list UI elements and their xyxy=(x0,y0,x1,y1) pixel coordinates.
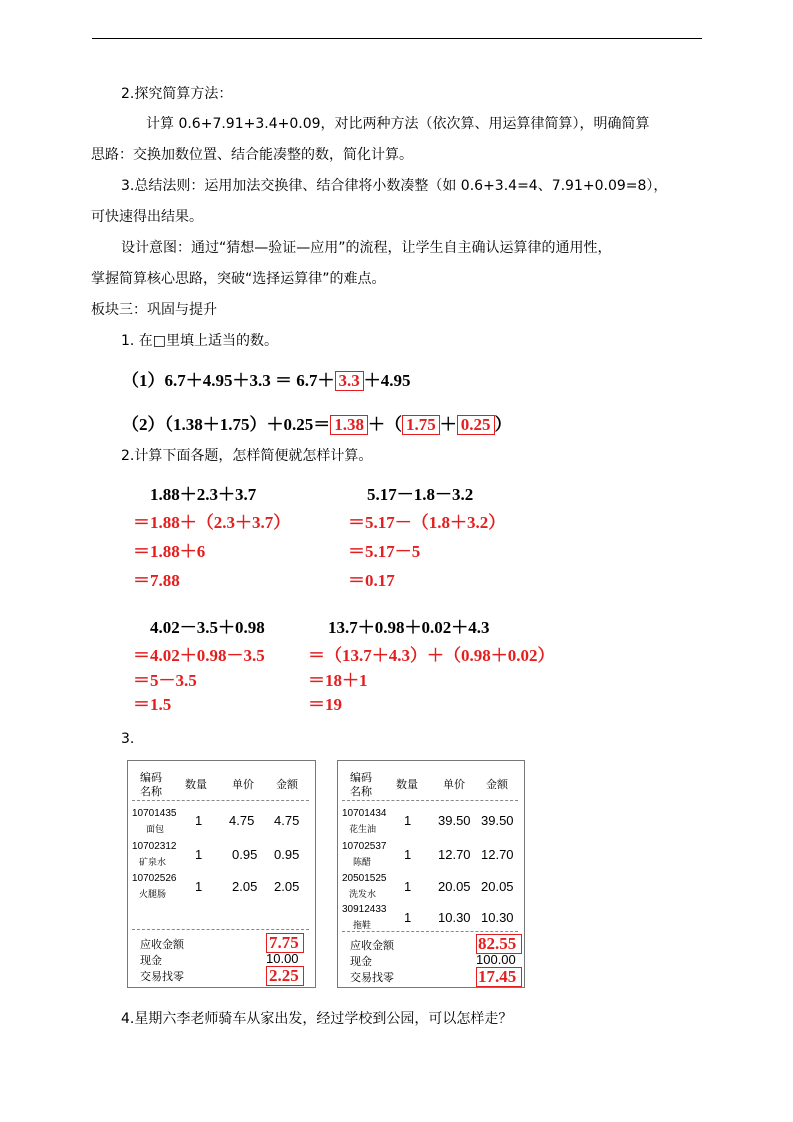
calc2-problem: 5.17－1.8－3.2 xyxy=(367,485,474,504)
receipt2-item1-price: 39.50 xyxy=(438,813,471,828)
receipt2-item2-qty: 1 xyxy=(404,847,412,862)
calc3-problem: 4.02－3.5＋0.98 xyxy=(150,618,265,637)
q1-item1-suffix: ＋4.95 xyxy=(363,371,411,390)
calc4-step2: ＝18＋1 xyxy=(308,671,368,690)
receipt1-item1-code: 10701435 xyxy=(132,808,177,819)
receipt2-header-code: 编码 xyxy=(350,771,372,784)
header-rule xyxy=(92,38,702,39)
receipt2-item4-qty: 1 xyxy=(404,910,412,925)
receipt2-header-amount: 金额 xyxy=(486,778,508,791)
calc1-step1: ＝1.88＋（2.3＋3.7） xyxy=(133,513,291,532)
q1-item2-answer-box3: 0.25 xyxy=(457,415,495,435)
receipt2-cash-value: 100.00 xyxy=(476,952,516,967)
receipt1-item3-price: 2.05 xyxy=(232,879,258,894)
section2-heading: 2.探究简算方法： xyxy=(121,86,233,102)
receipt2-item2-price: 12.70 xyxy=(438,847,471,862)
section3-line2: 可快速得出结果。 xyxy=(91,209,203,225)
receipt2-header-qty: 数量 xyxy=(396,778,418,791)
q1-item2-answer-box1: 1.38 xyxy=(330,415,368,435)
q4-title: 4.星期六李老师骑车从家出发，经过学校到公园，可以怎样走？ xyxy=(121,1011,513,1027)
receipt1-item2-qty: 1 xyxy=(195,847,203,862)
calc3-step1: ＝4.02＋0.98－3.5 xyxy=(133,646,265,665)
receipt2-divider-top xyxy=(342,800,518,801)
calc4-problem: 13.7＋0.98＋0.02＋4.3 xyxy=(328,618,490,637)
receipt1-cash-label: 现金 xyxy=(140,954,162,967)
receipt1-item1-amount: 4.75 xyxy=(274,813,300,828)
receipt1-header-name: 名称 xyxy=(140,785,162,798)
calc2-step2: ＝5.17－5 xyxy=(348,542,421,561)
receipt1-item1-qty: 1 xyxy=(195,813,203,828)
receipt2-item2-amount: 12.70 xyxy=(481,847,514,862)
receipt1-item3-qty: 1 xyxy=(195,879,203,894)
receipt2-item3-name: 洗发水 xyxy=(349,890,377,900)
receipt2-item3-amount: 20.05 xyxy=(481,879,514,894)
q1-title: 1. 在□里填上适当的数。 xyxy=(121,333,279,349)
section2-line2: 思路：交换加数位置、结合能凑整的数，简化计算。 xyxy=(91,147,413,163)
receipt1-item2-code: 10702312 xyxy=(132,841,177,852)
receipt2-header-price: 单价 xyxy=(443,778,465,791)
receipt2-item2-name: 陈醋 xyxy=(353,858,372,868)
receipt2-header-name: 名称 xyxy=(350,785,372,798)
calc4-step3: ＝19 xyxy=(308,695,342,714)
receipt1-item3-code: 10702526 xyxy=(132,873,177,884)
receipt1-header-amount: 金额 xyxy=(276,778,298,791)
receipt1-header-qty: 数量 xyxy=(185,778,207,791)
receipt-1 xyxy=(127,760,316,988)
receipt2-cash-label: 现金 xyxy=(350,955,372,968)
receipt1-item3-amount: 2.05 xyxy=(274,879,300,894)
section2-line1: 计算 0.6+7.91+3.4+0.09，对比两种方法（依次算、用运算律简算），明确简算 xyxy=(146,116,650,132)
receipt2-item4-amount: 10.30 xyxy=(481,910,514,925)
receipt2-item1-code: 10701434 xyxy=(342,808,387,819)
q1-item2-suffix: ） xyxy=(494,415,512,434)
receipt2-divider-bottom xyxy=(342,931,518,932)
q2-title: 2.计算下面各题，怎样简便就怎样计算。 xyxy=(121,448,373,464)
calc3-step2: ＝5－3.5 xyxy=(133,671,197,690)
q1-item1-answer-box: 3.3 xyxy=(335,371,364,391)
receipt2-item4-name: 拖鞋 xyxy=(353,921,372,931)
design-intent-line2: 掌握简算核心思路，突破“选择运算律”的难点。 xyxy=(91,271,386,287)
calc2-step3: ＝0.17 xyxy=(348,571,395,590)
receipt2-item4-code: 30912433 xyxy=(342,904,387,915)
receipt2-item1-name: 花生油 xyxy=(349,825,377,835)
design-intent-line1: 设计意图：通过“猜想—验证—应用”的流程，让学生自主确认运算律的通用性， xyxy=(121,240,612,256)
receipt2-change-value: 17.45 xyxy=(478,967,517,986)
receipt1-change-value: 2.25 xyxy=(269,966,299,985)
q1-item1-prefix: （1）6.7＋4.95＋3.3 ＝ 6.7＋ xyxy=(122,371,335,390)
q3-label: 3. xyxy=(121,731,135,747)
calc2-step1: ＝5.17－（1.8＋3.2） xyxy=(348,513,506,532)
receipt1-item1-name: 面包 xyxy=(146,825,165,835)
calc1-step2: ＝1.88＋6 xyxy=(133,542,206,561)
block3-title: 板块三：巩固与提升 xyxy=(91,302,217,318)
receipt1-item2-name: 矿泉水 xyxy=(139,858,167,868)
receipt2-item2-code: 10702537 xyxy=(342,841,387,852)
receipt2-due-label: 应收金额 xyxy=(350,939,394,952)
receipt2-item4-price: 10.30 xyxy=(438,910,471,925)
receipt1-item1-price: 4.75 xyxy=(229,813,255,828)
receipt-2 xyxy=(337,760,525,988)
receipt1-header-price: 单价 xyxy=(232,778,254,791)
receipt2-item3-price: 20.05 xyxy=(438,879,471,894)
q1-item2-mid1: ＋（ xyxy=(368,415,402,434)
q1-item2-mid2: ＋ xyxy=(439,415,457,434)
q1-item2-answer-box2: 1.75 xyxy=(402,415,440,435)
receipt1-divider-bottom xyxy=(132,929,309,930)
receipt2-item1-amount: 39.50 xyxy=(481,813,514,828)
calc1-step3: ＝7.88 xyxy=(133,571,180,590)
receipt1-divider-top xyxy=(132,800,309,801)
receipt2-item3-code: 20501525 xyxy=(342,873,387,884)
calc1-problem: 1.88＋2.3＋3.7 xyxy=(150,485,257,504)
receipt1-change-label: 交易找零 xyxy=(140,970,184,983)
receipt2-change-label: 交易找零 xyxy=(350,971,394,984)
section3-line1: 3.总结法则：运用加法交换律、结合律将小数凑整（如 0.6+3.4=4、7.91+0.09=8）， xyxy=(121,178,668,194)
q1-item2 xyxy=(122,410,512,435)
receipt1-item2-amount: 0.95 xyxy=(274,847,300,862)
receipt1-due-value: 7.75 xyxy=(269,933,299,952)
q1-item1 xyxy=(122,366,411,391)
calc3-step3: ＝1.5 xyxy=(133,695,172,714)
receipt1-item2-price: 0.95 xyxy=(232,847,258,862)
calc4-step1: ＝（13.7＋4.3）＋（0.98＋0.02） xyxy=(308,646,555,665)
receipt2-due-value: 82.55 xyxy=(478,934,517,953)
receipt1-item3-name: 火腿肠 xyxy=(139,890,167,900)
receipt2-item1-qty: 1 xyxy=(404,813,412,828)
q1-item2-prefix: （2）（1.38＋1.75）＋0.25＝ xyxy=(122,415,331,434)
receipt1-header-code: 编码 xyxy=(140,771,162,784)
receipt1-due-label: 应收金额 xyxy=(140,938,184,951)
receipt2-item3-qty: 1 xyxy=(404,879,412,894)
receipt1-cash-value: 10.00 xyxy=(266,951,299,966)
